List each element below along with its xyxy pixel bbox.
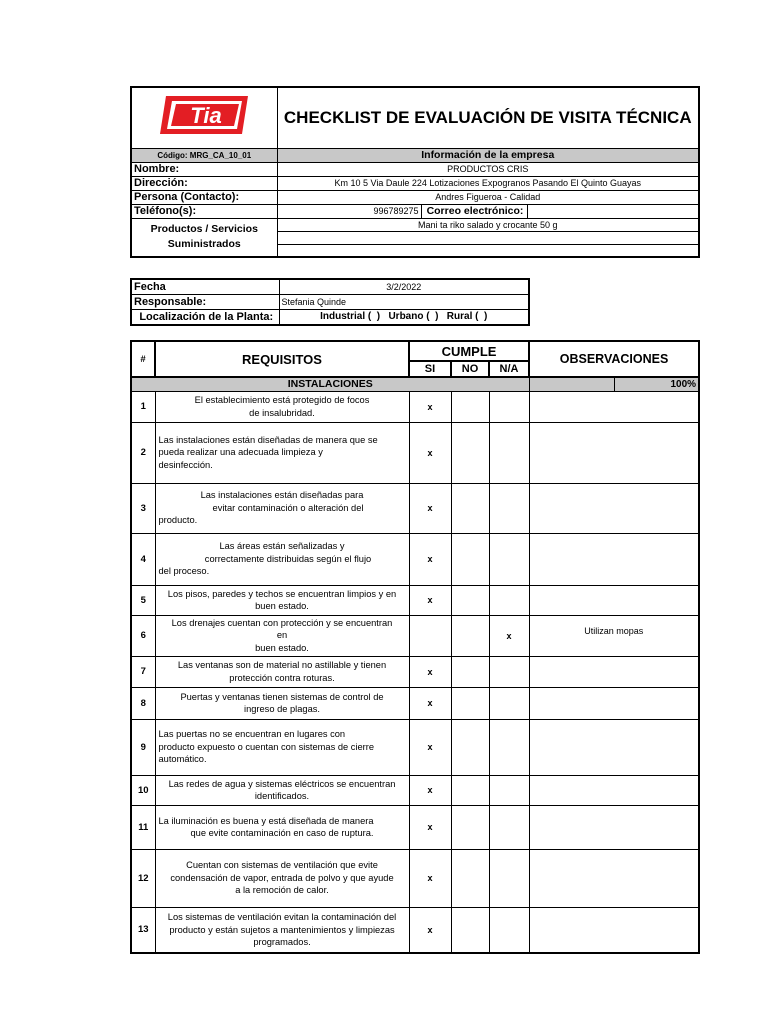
requirement-line: desinfección. — [158, 459, 213, 470]
requirement-line: programados. — [253, 937, 311, 947]
products-label-line1: Productos / Servicios — [150, 223, 258, 236]
row-number: 13 — [131, 907, 155, 953]
responsible-value: Stefania Quinde — [279, 294, 529, 309]
requirement-line: condensación de vapor, entrada de polvo y que ayude — [170, 872, 394, 883]
products-label-cell — [131, 218, 277, 257]
check-na[interactable] — [489, 907, 529, 953]
requirement-line: Las áreas están señalizadas y — [219, 541, 345, 552]
row-number: 12 — [131, 849, 155, 907]
requirement-line: producto expuesto o cuentan con sistemas de cierre — [158, 741, 375, 752]
col-header-requirements: REQUISITOS — [155, 341, 409, 377]
check-si[interactable]: x — [409, 907, 451, 953]
observation-cell[interactable] — [529, 391, 699, 422]
requirement-line: Las instalaciones están diseñadas para — [200, 490, 364, 501]
check-no[interactable] — [451, 775, 489, 805]
requirement-line: a la remoción de calor. — [235, 885, 329, 896]
check-no[interactable] — [451, 615, 489, 656]
tia-logo-icon — [156, 92, 252, 138]
page-title: CHECKLIST DE EVALUACIÓN DE VISITA TÉCNICA — [277, 87, 699, 148]
col-header-observations: OBSERVACIONES — [529, 341, 699, 377]
form-code: Código: MRG_CA_10_01 — [131, 148, 277, 162]
table-row — [131, 422, 699, 483]
date-label: Fecha — [131, 279, 279, 294]
table-row — [131, 533, 699, 585]
date-value: 3/2/2022 — [279, 279, 529, 294]
section-percentage: 100% — [614, 377, 699, 391]
row-number: 6 — [131, 615, 155, 656]
check-si[interactable]: x — [409, 849, 451, 907]
check-no[interactable] — [451, 849, 489, 907]
check-no[interactable] — [451, 391, 489, 422]
check-na[interactable] — [489, 849, 529, 907]
requirement-text — [155, 775, 409, 805]
check-si[interactable]: x — [409, 805, 451, 849]
observation-cell[interactable] — [529, 656, 699, 687]
logo-cell — [131, 87, 277, 148]
check-na[interactable] — [489, 422, 529, 483]
requirement-line: Los pisos, paredes y techos se encuentran limpios y en — [167, 588, 397, 599]
products-value-row3 — [277, 244, 699, 257]
row-number: 4 — [131, 533, 155, 585]
requirement-line: buen estado. — [255, 642, 309, 653]
requirement-text — [155, 585, 409, 615]
observation-cell[interactable] — [529, 907, 699, 953]
observation-cell[interactable] — [529, 585, 699, 615]
check-no[interactable] — [451, 585, 489, 615]
requirement-text — [155, 391, 409, 422]
address-label: Dirección: — [131, 176, 277, 190]
requirement-line: pueda realizar una adecuada limpieza y — [158, 447, 323, 458]
table-row — [131, 391, 699, 422]
requirement-line: Puertas y ventanas tienen sistemas de control de — [180, 691, 384, 702]
check-si[interactable]: x — [409, 719, 451, 775]
check-na[interactable] — [489, 775, 529, 805]
section-title-company: Información de la empresa — [277, 148, 699, 162]
row-number: 10 — [131, 775, 155, 805]
company-info-table — [130, 86, 700, 258]
requirement-line: Las ventanas son de material no astillable y tienen — [177, 660, 387, 670]
products-value: Mani ta riko salado y crocante 50 g — [277, 218, 699, 231]
col-header-si: SI — [409, 361, 451, 377]
table-row — [131, 849, 699, 907]
requirement-line: producto. — [158, 515, 198, 526]
requirement-line: Cuentan con sistemas de ventilación que evite — [186, 860, 378, 871]
check-na[interactable] — [489, 585, 529, 615]
check-si[interactable]: x — [409, 775, 451, 805]
name-label: Nombre: — [131, 162, 277, 176]
requirement-line: Los sistemas de ventilación evitan la contaminación del — [167, 912, 397, 922]
requirement-line: correctamente distribuidas según el flujo — [204, 553, 372, 564]
requirement-line: La iluminación es buena y está diseñada de manera — [158, 815, 374, 826]
table-row — [131, 585, 699, 615]
requirement-line: del proceso. — [158, 566, 210, 577]
table-row — [131, 615, 699, 656]
check-no[interactable] — [451, 422, 489, 483]
phone-label: Teléfono(s): — [131, 204, 277, 218]
requirement-text — [155, 687, 409, 719]
check-no[interactable] — [451, 907, 489, 953]
phone-value: 996789275 — [277, 204, 421, 218]
check-na[interactable] — [489, 656, 529, 687]
requirement-line: identificados. — [254, 791, 310, 801]
observation-cell[interactable] — [529, 533, 699, 585]
requirement-line: El establecimiento está protegido de focos — [194, 395, 370, 405]
requirements-table — [130, 340, 700, 954]
email-label: Correo electrónico: — [421, 204, 527, 218]
requirement-line: Los drenajes cuentan con protección y se encuentran — [171, 617, 393, 628]
check-no[interactable] — [451, 483, 489, 533]
products-label-line2: Suministrados — [167, 238, 241, 251]
row-number: 1 — [131, 391, 155, 422]
row-number: 5 — [131, 585, 155, 615]
table-row — [131, 907, 699, 953]
products-value-row2 — [277, 231, 699, 244]
location-options: Industrial ( ) Urbano ( ) Rural ( ) — [279, 309, 529, 325]
requirement-line: de insalubridad. — [249, 407, 315, 418]
check-si[interactable]: x — [409, 422, 451, 483]
observation-cell[interactable] — [529, 775, 699, 805]
check-no[interactable] — [451, 805, 489, 849]
requirement-text — [155, 483, 409, 533]
section-installations: INSTALACIONES — [131, 377, 529, 391]
requirement-text — [155, 615, 409, 656]
check-na[interactable] — [489, 391, 529, 422]
contact-value: Andres Figueroa - Calidad — [277, 190, 699, 204]
requirement-line: protección contra roturas. — [229, 672, 335, 683]
check-no[interactable] — [451, 719, 489, 775]
responsible-label: Responsable: — [131, 294, 279, 309]
row-number: 11 — [131, 805, 155, 849]
col-header-no: NO — [451, 361, 489, 377]
check-no[interactable] — [451, 656, 489, 687]
check-si[interactable]: x — [409, 483, 451, 533]
check-na[interactable] — [489, 805, 529, 849]
check-si[interactable] — [409, 615, 451, 656]
check-si[interactable]: x — [409, 533, 451, 585]
requirement-text — [155, 719, 409, 775]
requirement-text — [155, 805, 409, 849]
observation-cell[interactable] — [529, 849, 699, 907]
requirement-line: automático. — [158, 754, 207, 765]
col-header-cumple: CUMPLE — [409, 341, 529, 361]
contact-label: Persona (Contacto): — [131, 190, 277, 204]
requirement-line: producto y están sujetos a mantenimientos y limpiezas — [169, 924, 395, 935]
observation-cell[interactable] — [529, 483, 699, 533]
row-number: 2 — [131, 422, 155, 483]
requirement-line: evitar contaminación o alteración del — [212, 502, 364, 513]
check-na[interactable] — [489, 533, 529, 585]
table-row — [131, 687, 699, 719]
requirement-line: en — [276, 630, 288, 641]
observation-cell[interactable] — [529, 422, 699, 483]
requirement-line: Las instalaciones están diseñadas de manera que se — [158, 434, 378, 445]
table-row — [131, 775, 699, 805]
row-number: 9 — [131, 719, 155, 775]
visit-info-table — [130, 278, 530, 326]
row-number: 8 — [131, 687, 155, 719]
observation-cell[interactable] — [529, 687, 699, 719]
requirement-line: Las puertas no se encuentran en lugares con — [158, 729, 346, 740]
check-si[interactable]: x — [409, 656, 451, 687]
address-value: Km 10 5 Via Daule 224 Lotizaciones Expogranos Pasando El Quinto Guayas — [277, 176, 699, 190]
requirement-line: ingreso de plagas. — [244, 704, 320, 714]
logo-text: Tia — [190, 103, 222, 129]
name-value: PRODUCTOS CRIS — [277, 162, 699, 176]
check-si[interactable]: x — [409, 391, 451, 422]
observation-cell[interactable] — [529, 719, 699, 775]
observation-cell[interactable]: Utilizan mopas — [529, 615, 699, 656]
check-si[interactable]: x — [409, 687, 451, 719]
observation-cell[interactable] — [529, 805, 699, 849]
requirement-line: Las redes de agua y sistemas eléctricos se encuentran — [168, 778, 396, 789]
row-number: 7 — [131, 656, 155, 687]
email-value — [527, 204, 699, 218]
table-row — [131, 656, 699, 687]
check-na[interactable] — [489, 719, 529, 775]
location-label: Localización de la Planta: — [131, 309, 279, 325]
requirement-text — [155, 907, 409, 953]
table-row — [131, 483, 699, 533]
requirement-line: que evite contaminación en caso de ruptura. — [190, 828, 374, 838]
col-header-number: # — [131, 341, 155, 377]
section-spacer — [529, 377, 614, 391]
check-na[interactable] — [489, 687, 529, 719]
check-na[interactable]: x — [489, 615, 529, 656]
check-no[interactable] — [451, 533, 489, 585]
table-row — [131, 719, 699, 775]
requirement-line: buen estado. — [255, 601, 309, 611]
requirement-text — [155, 656, 409, 687]
col-header-na: N/A — [489, 361, 529, 377]
check-no[interactable] — [451, 687, 489, 719]
row-number: 3 — [131, 483, 155, 533]
check-na[interactable] — [489, 483, 529, 533]
requirement-text — [155, 422, 409, 483]
requirement-text — [155, 533, 409, 585]
check-si[interactable]: x — [409, 585, 451, 615]
table-row — [131, 805, 699, 849]
requirement-text — [155, 849, 409, 907]
